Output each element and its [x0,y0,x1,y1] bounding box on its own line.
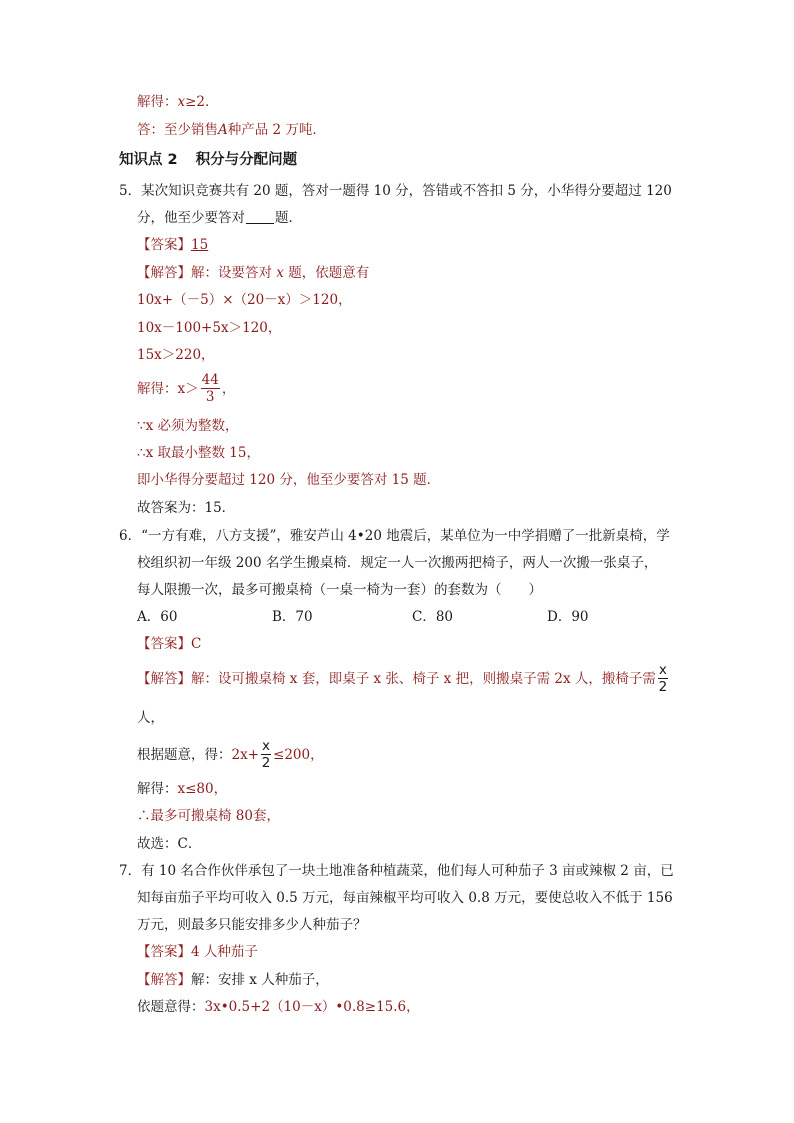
q6-solution-cont: 人， [137,710,164,726]
q6-condition-line [137,738,324,771]
q5-solve-line [137,372,235,405]
q5-fraction-denominator: 3 [205,389,215,405]
q6-option-d: D．90 [547,609,589,625]
q5-solution-tag: 【解答】 [137,265,191,281]
q6-solution-tag: 【解答】 [137,670,191,687]
q7-solution-line [137,970,329,990]
q6-solution-fraction [658,662,668,695]
q5-stem-pre: 分，他至少要答对 [137,210,245,226]
q5-eq1: 10x+（－5）×（20－x）＞120， [137,292,352,308]
q5-solution-post: 题，依题意有 [288,265,370,281]
q5-answer-tag: 【答案】 [137,237,191,253]
q7-answer-line [137,942,258,962]
q7-stem-line3: 万元，则最多只能安排多少人种茄子？ [137,917,367,933]
q5-fraction-numerator: 44 [201,372,219,388]
q6-option-a: A．60 [137,609,178,625]
prev-solve-x: x [177,94,186,110]
q5-because: ∵x 必须为整数， [137,418,239,434]
q5-answer-line [137,235,208,255]
q6-therefore: ∴最多可搬桌椅 80套， [137,808,280,824]
q5-fraction [201,372,220,405]
q5-solve-tail: ， [221,380,236,397]
q5-final-answer: 故答案为：15． [137,500,236,516]
q6-fraction-numerator: x [658,662,667,678]
q5-solve-label: 解得： [137,380,178,397]
q6-condition-post: ≤200， [273,746,324,763]
q6-option-c: C．80 [412,609,454,625]
q5-therefore: ∴x 取最小整数 15， [137,445,260,461]
q5-solution-x: x [276,265,284,281]
q6-solution-line [137,662,670,695]
section-heading [119,150,297,170]
section-title: 积分与分配问题 [195,152,298,168]
q6-answer-tag: 【答案】 [137,636,191,652]
q5-blank [246,209,274,224]
q6-solve-label: 解得： [137,781,178,797]
q5-answer-value: 15 [191,237,209,253]
q5-eq2: 10x－100+5x＞120， [137,320,282,336]
prev-answer-a: A [218,122,228,138]
q6-condition-label: 根据题意，得： [137,746,232,763]
q7-answer-value: 4 人种茄子 [191,944,258,960]
section-number: 知识点 2 [119,152,178,168]
q6-fraction-denominator: 2 [658,679,668,695]
q6-answer-line [137,634,201,654]
prev-answer-pre: 答：至少销售 [137,122,218,138]
q6-solve-line [137,779,227,799]
q5-solution-intro [137,263,369,283]
q6-condition-numerator: x [262,738,271,754]
q6-stem-line3: 每人限搬一次，最多可搬桌椅（一桌一椅为一套）的套数为（ ） [137,582,542,598]
q5-conclusion: 即小华得分要超过 120 分，他至少要答对 15 题． [137,472,441,488]
prev-answer-line [137,120,326,140]
q6-stem-line2: 校组织初一年级 200 名学生搬桌椅．规定一人一次搬两把椅子，两人一次搬一张桌子， [137,555,658,571]
q7-equation-line [137,997,420,1017]
q6-final-answer: 故选：C． [137,836,202,852]
prev-solve-rel: ≥2． [185,94,219,110]
q5-solve-x: x＞ [177,380,199,397]
q5-solution-pre: 解：设要答对 [191,265,272,281]
q6-option-b: B．70 [272,609,313,625]
q6-stem-line1: 6．“一方有难，八方支援”，雅安芦山 4•20 地震后，某单位为一中学捐赠了一批新桌椅，学 [119,528,670,544]
prev-answer-post: 种产品 2 万吨． [227,122,326,138]
q6-condition-denominator: 2 [261,755,271,771]
q7-solution-tag: 【解答】 [137,972,191,988]
q6-condition-pre: 2x+ [231,746,260,763]
q6-solve-value: x≤80， [177,781,228,797]
q7-equation: 3x•0.5+2（10－x）•0.8≥15.6， [204,999,420,1015]
q7-stem-line2: 知每亩茄子平均可收入 0.5 万元，每亩辣椒平均可收入 0.8 万元，要使总收入不低于 156 [137,890,673,906]
q7-stem-line1: 7．有 10 名合作伙伴承包了一块土地准备种植蔬菜，他们每人可种茄子 3 亩或辣椒 2 亩，已 [119,863,674,879]
q6-answer-value: C [191,636,202,652]
q6-solution-text: 解：设可搬桌椅 x 套，即桌子 x 张、椅子 x 把，则搬桌子需 2x 人，搬椅子需 [191,670,656,687]
q5-stem-line2 [137,208,302,228]
q5-eq3: 15x＞220， [137,347,215,363]
q6-condition-fraction [261,738,271,771]
q7-answer-tag: 【答案】 [137,944,191,960]
q5-stem-post: 题． [275,210,302,226]
prev-solve-label: 解得： [137,94,178,110]
q7-equation-label: 依题意得： [137,999,205,1015]
q5-stem-line1: 5．某次知识竞赛共有 20 题，答对一题得 10 分，答错或不答扣 5 分，小华得分要超过 120 [119,183,672,199]
prev-solve-line [137,92,219,112]
q7-solution-text: 解：安排 x 人种茄子， [191,972,329,988]
